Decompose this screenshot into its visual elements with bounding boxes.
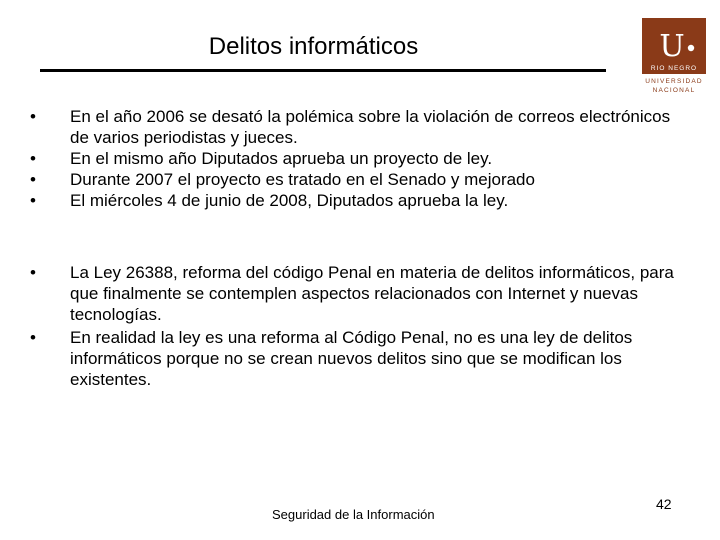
bullet-text: La Ley 26388, reforma del código Penal en materia de delitos informáticos, para que finalmente se contemplen aspectos relacionados con Internet y nuevas tecnologías. <box>70 263 674 324</box>
logo-emblem <box>642 18 706 74</box>
bullet-text: En el año 2006 se desató la polémica sobre la violación de correos electrónicos de varios periodistas y jueces. <box>70 107 671 147</box>
bullet-icon: • <box>30 328 36 347</box>
bullet-text: En el mismo año Diputados aprueba un proyecto de ley. <box>70 149 493 168</box>
bullet-text: En realidad la ley es una reforma al Código Penal, no es una ley de delitos informáticos porque no se crean nuevos delitos sino que se modifican los existentes. <box>70 328 633 389</box>
bullet-icon: • <box>30 170 36 189</box>
university-logo <box>642 18 706 104</box>
logo-line-3: NACIONAL <box>652 87 696 94</box>
page-number: 42 <box>656 496 672 512</box>
list-item <box>30 169 680 190</box>
slide-title: Delitos informáticos <box>208 33 419 60</box>
bullet-icon: • <box>30 149 36 168</box>
bullet-text: El miércoles 4 de junio de 2008, Diputados aprueba la ley. <box>70 191 509 210</box>
title-underline <box>40 69 606 72</box>
logo-line-1: RIO NEGRO <box>650 65 698 72</box>
logo-line-2: UNIVERSIDAD <box>645 78 703 85</box>
list-item <box>30 262 680 325</box>
svg-text:U: U <box>659 29 685 64</box>
bullet-icon: • <box>30 263 36 282</box>
list-item <box>30 190 680 211</box>
slide-footer: Seguridad de la Información <box>272 507 435 522</box>
bullet-list-1 <box>30 106 680 211</box>
bullet-icon: • <box>30 191 36 210</box>
bullet-text: Durante 2007 el proyecto es tratado en el Senado y mejorado <box>70 170 535 189</box>
list-item <box>30 106 680 148</box>
bullet-list-2 <box>30 262 680 390</box>
bullet-icon: • <box>30 107 36 126</box>
list-item <box>30 148 680 169</box>
list-item <box>30 327 680 390</box>
